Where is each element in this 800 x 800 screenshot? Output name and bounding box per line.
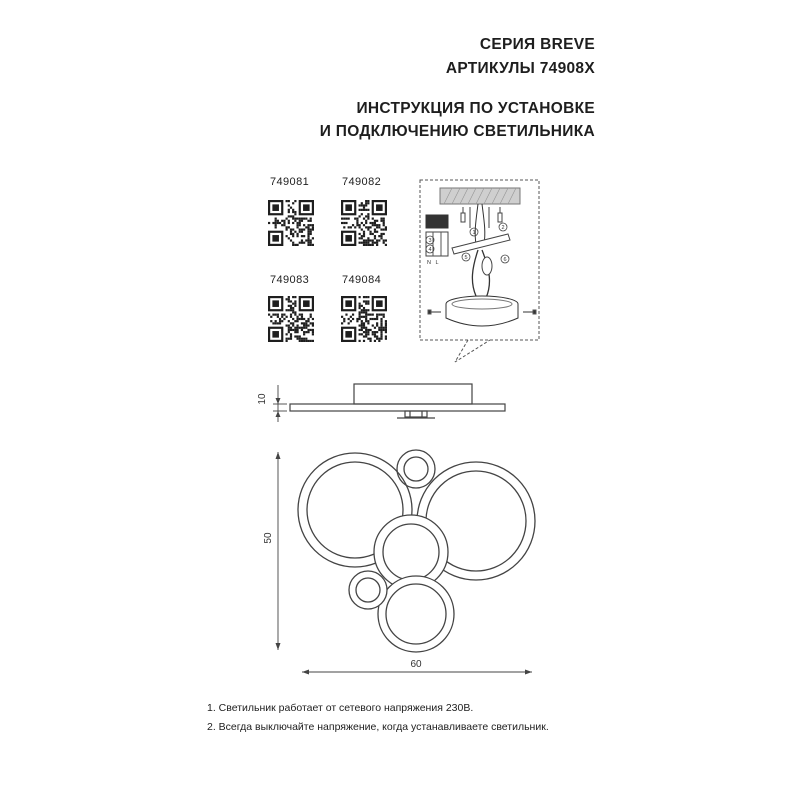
lamp-mount: [405, 411, 427, 417]
qr-code-label: 749083: [270, 274, 310, 286]
ring-bottom: [378, 576, 454, 652]
note-voltage: 1. Светильник работает от сетевого напряжения 230В.: [207, 702, 474, 714]
step-number: 3: [428, 238, 432, 244]
wiring-label-l: L: [435, 260, 439, 266]
instruction-title-line1: ИНСТРУКЦИЯ ПО УСТАНОВКЕ: [356, 100, 595, 117]
ring-small-top: [397, 450, 435, 488]
lamp-side-view: [290, 384, 505, 418]
mounting-bracket: [452, 234, 510, 254]
instruction-title-line2: И ПОДКЛЮЧЕНИЮ СВЕТИЛЬНИКА: [319, 123, 595, 140]
height-value: 10: [257, 393, 268, 405]
installation-diagram: [420, 180, 539, 362]
lamp-body-top: [354, 384, 472, 404]
diagram-pointer: [455, 340, 490, 362]
note-safety: 2. Всегда выключайте напряжение, когда устанавливаете светильник.: [207, 721, 549, 733]
width-value: 60: [410, 659, 422, 670]
depth-dimension: [276, 452, 281, 650]
step-number: 1: [472, 230, 476, 236]
depth-value: 50: [263, 532, 274, 544]
step-number: 4: [428, 247, 432, 253]
width-dimension: [302, 670, 532, 675]
ring-small-bottom: [349, 571, 387, 609]
qr-code-label: 749081: [270, 176, 310, 188]
lamp-base-body: [446, 304, 518, 326]
connector-part: [482, 257, 492, 275]
height-dimension: [273, 385, 287, 422]
lamp-ring-plate: [290, 404, 505, 411]
step-number: 6: [503, 257, 507, 263]
wiring-label-n: N: [427, 260, 431, 266]
step-number: 2: [501, 225, 505, 231]
qr-code-label: 749084: [342, 274, 382, 286]
series-title: СЕРИЯ BREVE: [479, 36, 595, 53]
terminal-block: [426, 215, 448, 228]
qr-code-label: 749082: [342, 176, 382, 188]
step-number: 5: [464, 255, 468, 261]
lamp-top-view: [298, 450, 535, 652]
articles-title: АРТИКУЛЫ 74908X: [445, 60, 595, 77]
